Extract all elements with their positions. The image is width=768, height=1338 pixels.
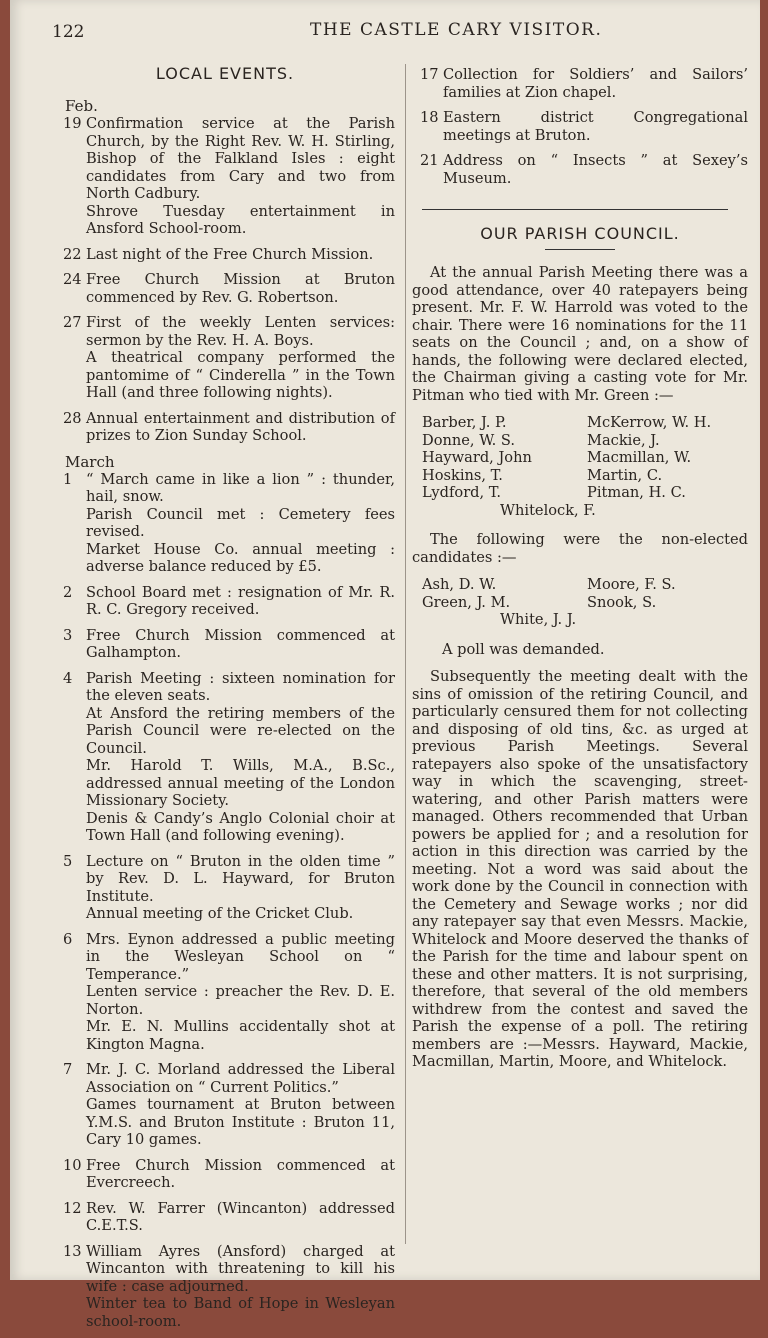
march-events <box>55 471 395 1331</box>
event-entry <box>55 853 395 923</box>
heading-underline <box>545 249 615 250</box>
event-line: Mr. Harold T. Wills, M.A., B.Sc., addressed annual meeting of the London Missionary Society. <box>86 757 395 809</box>
event-entry <box>412 66 748 101</box>
event-day: 5 <box>63 852 73 870</box>
event-line: Last night of the Free Church Mission. <box>86 245 374 263</box>
event-entry <box>55 670 395 845</box>
candidate-name: Mackie, J. <box>587 431 660 449</box>
event-entry <box>55 931 395 1054</box>
event-entry <box>55 115 395 238</box>
event-entry <box>55 410 395 445</box>
event-line: A theatrical company performed the pantomime of “ Cinderella ” in the Town Hall (and three following nights). <box>86 349 395 401</box>
event-entry <box>55 584 395 619</box>
event-text <box>86 627 395 662</box>
event-line: Mr. J. C. Morland addressed the Liberal Association on “ Current Politics.” <box>86 1061 395 1096</box>
event-line: At Ansford the retiring members of the Parish Council were re-elected on the Council. <box>86 704 395 757</box>
event-entry <box>412 109 748 144</box>
event-line: School Board met : resignation of Mr. R. R. C. Gregory received. <box>86 583 395 618</box>
elected-last: Whitelock, F. <box>500 501 596 519</box>
non-elected-last: White, J. J. <box>500 611 577 628</box>
event-text <box>86 115 395 238</box>
candidate-name: Ash, D. W. <box>422 576 497 593</box>
event-text <box>86 1243 395 1331</box>
candidate-name: Snook, S. <box>587 593 657 611</box>
magazine-page <box>10 0 760 1330</box>
event-line: Market House Co. annual meeting : adverse balance reduced by £5. <box>86 540 395 575</box>
non-elected-list <box>422 576 748 611</box>
candidate-name: Pitman, H. C. <box>587 484 686 501</box>
month-label-feb: Feb. <box>65 97 98 115</box>
event-text <box>86 1061 395 1149</box>
event-line: Eastern district Congregational meetings at Bruton. <box>443 109 748 144</box>
event-day: 7 <box>63 1061 73 1078</box>
event-line: Free Church Mission commenced at Galhampton. <box>86 626 395 661</box>
local-events-heading: LOCAL EVENTS. <box>155 64 295 83</box>
event-line: “ March came in like a lion ” : thunder, hail, snow. <box>86 470 395 505</box>
candidate-name: Macmillan, W. <box>587 449 692 466</box>
elected-list <box>422 414 748 502</box>
candidate-name: Hoskins, T. <box>422 466 503 484</box>
event-day: 4 <box>63 669 73 687</box>
event-text <box>86 931 395 1054</box>
candidate-name: Green, J. M. <box>422 593 511 611</box>
event-day: 21 <box>420 152 439 169</box>
event-text <box>86 1200 395 1235</box>
event-line: Parish Council met : Cemetery fees revised. <box>86 505 395 540</box>
month-label-march: March <box>65 452 115 471</box>
event-entry <box>55 471 395 576</box>
right-column <box>412 66 748 1081</box>
event-line: Shrove Tuesday entertainment in Ansford School-room. <box>86 202 395 237</box>
event-line: Mrs. Eynon addressed a public meeting in the Wesleyan School on “ Temperance.” <box>86 930 395 983</box>
event-text <box>443 109 748 144</box>
event-line: Free Church Mission commenced at Evercreech. <box>86 1156 395 1191</box>
event-text <box>86 246 395 264</box>
section-rule <box>422 209 728 210</box>
event-text <box>86 471 395 576</box>
local-events-column <box>55 64 395 1338</box>
event-day: 17 <box>420 66 439 83</box>
feb-events <box>55 115 395 445</box>
march-events-continued <box>412 66 748 187</box>
event-line: First of the weekly Lenten services: sermon by the Rev. H. A. Boys. <box>86 314 395 349</box>
event-text <box>443 152 748 187</box>
candidate-name: Lydford, T. <box>422 484 502 501</box>
poll-note: A poll was demanded. <box>442 640 605 658</box>
event-text <box>86 314 395 402</box>
event-day: 22 <box>63 245 82 263</box>
event-day: 24 <box>63 271 82 288</box>
event-line: Lenten service : preacher the Rev. D. E. Norton. <box>86 983 395 1018</box>
event-entry <box>55 271 395 306</box>
event-line: Rev. W. Farrer (Wincanton) addressed C.E.T.S. <box>86 1199 395 1234</box>
event-day: 3 <box>63 626 73 644</box>
event-entry <box>412 152 748 187</box>
event-entry <box>55 1243 395 1331</box>
event-day: 1 <box>63 470 73 488</box>
event-day: 18 <box>420 109 439 126</box>
event-line: Mr. E. N. Mullins accidentally shot at Kington Magna. <box>86 1018 395 1053</box>
council-intro: At the annual Parish Meeting there was a good attendance, over 40 ratepayers being present. Mr. F. W. Harrold was voted to the chair. There were 16 nominations for the 11 seats on the Council ; and, on a show of hands, the following were declared elected, the Chairman giving a casting vote for Mr. Pitman who tied with Mr. Green :— <box>412 264 748 404</box>
event-entry <box>55 1200 395 1235</box>
event-entry <box>55 1061 395 1149</box>
event-entry <box>55 314 395 402</box>
event-line: Free Church Mission at Bruton commenced by Rev. G. Robertson. <box>86 271 395 306</box>
event-line: Parish Meeting : sixteen nomination for the eleven seats. <box>86 669 395 704</box>
event-line: William Ayres (Ansford) charged at Wincanton with threatening to kill his wife : case adjourned. <box>86 1242 395 1295</box>
page-number: 122 <box>52 22 85 42</box>
event-day: 10 <box>63 1156 82 1174</box>
council-closing: Subsequently the meeting dealt with the sins of omission of the retiring Council, and particularly censured them for not collecting and disposing of old tins, &c. as urged at previous Parish Meetings. Several ratepayers also spoke of the unsatisfactory way in which the scavenging, street-watering, and other Parish matters were managed. Others recommended that Urban powers be applied for ; and a resolution for action in this direction was carried by the meeting. Not a word was said about the work done by the Council in connection with the Cemetery and Sewage works ; nor did any ratepayer say that even Messrs. Mackie, Whitelock and Moore deserved the thanks of the Parish for the time and labour spent on these and other matters. It is not surprising, therefore, that several of the old members withdrew from the contest and saved the Parish the expense of a poll. The retiring members are :—Messrs. Hayward, Mackie, Macmillan, Martin, Moore, and Whitelock. <box>412 668 748 1070</box>
event-line: Winter tea to Band of Hope in Wesleyan school-room. <box>86 1295 395 1330</box>
candidate-name: Martin, C. <box>587 466 663 484</box>
event-day: 13 <box>63 1242 82 1260</box>
candidate-name: Hayward, John <box>422 449 532 466</box>
candidate-name: Moore, F. S. <box>587 576 676 593</box>
event-entry <box>55 1157 395 1192</box>
event-text <box>443 66 748 101</box>
event-line: Lecture on “ Bruton in the olden time ” by Rev. D. L. Hayward, for Bruton Institute. <box>86 852 395 905</box>
non-elected-intro: The following were the non-elected candidates :— <box>412 531 748 566</box>
event-text <box>86 584 395 619</box>
candidate-name: Donne, W. S. <box>422 431 516 449</box>
event-day: 6 <box>63 930 73 948</box>
candidate-name: Barber, J. P. <box>422 414 507 431</box>
event-entry <box>55 246 395 264</box>
event-line: Annual meeting of the Cricket Club. <box>86 905 354 922</box>
event-line: Annual entertainment and distribution of prizes to Zion Sunday School. <box>86 409 395 444</box>
event-entry <box>55 627 395 662</box>
event-day: 27 <box>63 314 82 331</box>
event-line: Confirmation service at the Parish Church, by the Right Rev. W. H. Stirling, Bishop of the Falkland Isles : eight candidates from Cary and two from North Cadbury. <box>86 115 395 202</box>
event-line: Denis & Candy’s Anglo Colonial choir at Town Hall (and following evening). <box>86 809 395 844</box>
event-day: 2 <box>63 583 73 601</box>
event-text <box>86 410 395 445</box>
event-text <box>86 271 395 306</box>
event-line: Address on “ Insects ” at Sexey’s Museum. <box>443 152 748 187</box>
event-text <box>86 670 395 845</box>
event-line: Games tournament at Bruton between Y.M.S. and Bruton Institute : Bruton 11, Cary 10 games. <box>86 1096 395 1148</box>
event-day: 19 <box>63 115 82 132</box>
parish-council-heading: OUR PARISH COUNCIL. <box>480 224 680 243</box>
event-day: 28 <box>63 409 82 427</box>
event-line: Collection for Soldiers’ and Sailors’ families at Zion chapel. <box>443 66 748 101</box>
column-divider <box>405 64 406 1244</box>
event-day: 12 <box>63 1199 82 1217</box>
candidate-name: McKerrow, W. H. <box>587 414 712 431</box>
event-text <box>86 1157 395 1192</box>
event-text <box>86 853 395 923</box>
running-head: THE CASTLE CARY VISITOR. <box>310 20 603 40</box>
